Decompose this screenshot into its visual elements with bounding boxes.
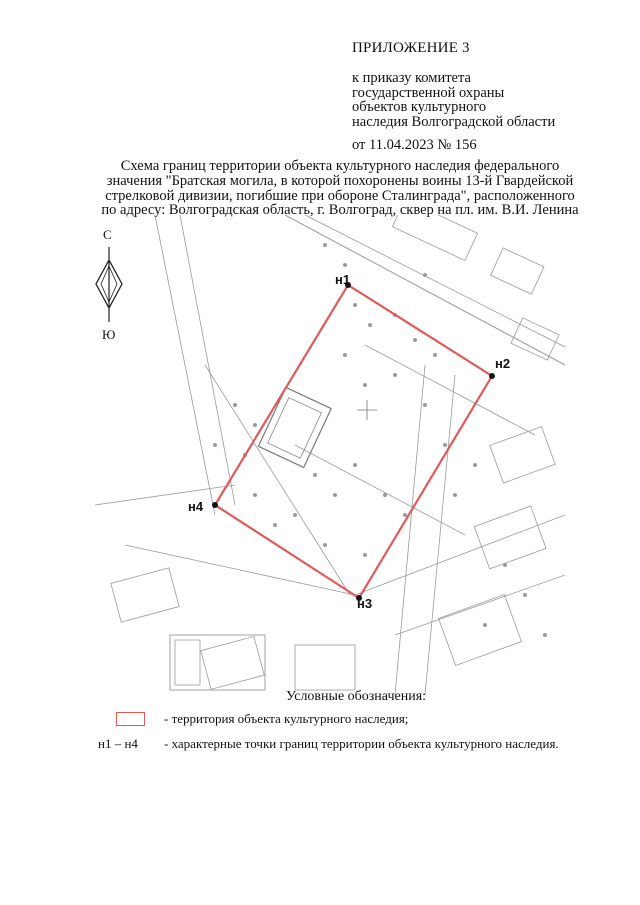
cadastral-background: [95, 215, 565, 695]
appendix-title: ПРИЛОЖЕНИЕ 3: [352, 40, 470, 56]
legend-points-code: н1 – н4: [98, 736, 138, 751]
point-marker: [489, 373, 495, 379]
legend-territory-swatch: [116, 712, 145, 726]
point-marker: [212, 502, 218, 508]
point-label-n1: н1: [335, 272, 351, 287]
title-line: Схема границ территории объекта культурного наследия федерального: [120, 158, 560, 174]
boundary-points: [188, 272, 510, 611]
title-line: стрелковой дивизии, погибшие при обороне Сталинграда", расположенного: [105, 187, 575, 204]
legend-territory-text: - территория объекта культурного наследия;: [164, 711, 409, 726]
legend-title: Условные обозначения:: [286, 689, 427, 704]
scheme-title: [80, 159, 600, 218]
site-map: [95, 215, 565, 695]
title-line: значения "Братская могила, в которой похоронены воины 13-й Гвардейской: [106, 172, 574, 189]
order-line: к приказу комитета: [352, 70, 471, 86]
heritage-boundary: [215, 285, 492, 598]
order-line: государственной охраны: [352, 84, 505, 101]
compass-north-label: С: [103, 227, 112, 242]
order-line: наследия Волгоградской области: [352, 113, 556, 130]
legend-points-text: - характерные точки границ территории объекта культурного наследия.: [164, 736, 559, 751]
title-line: по адресу: Волгоградская область, г. Волгоград, сквер на пл. им. В.И. Ленина: [101, 202, 579, 219]
point-label-n4: н4: [188, 499, 204, 514]
order-reference: [352, 71, 555, 129]
order-line: объектов культурного: [352, 99, 487, 116]
point-label-n3: н3: [357, 596, 373, 611]
compass-south-label: Ю: [102, 327, 116, 342]
order-date: от 11.04.2023 № 156: [352, 137, 477, 153]
point-label-n2: н2: [495, 356, 511, 371]
